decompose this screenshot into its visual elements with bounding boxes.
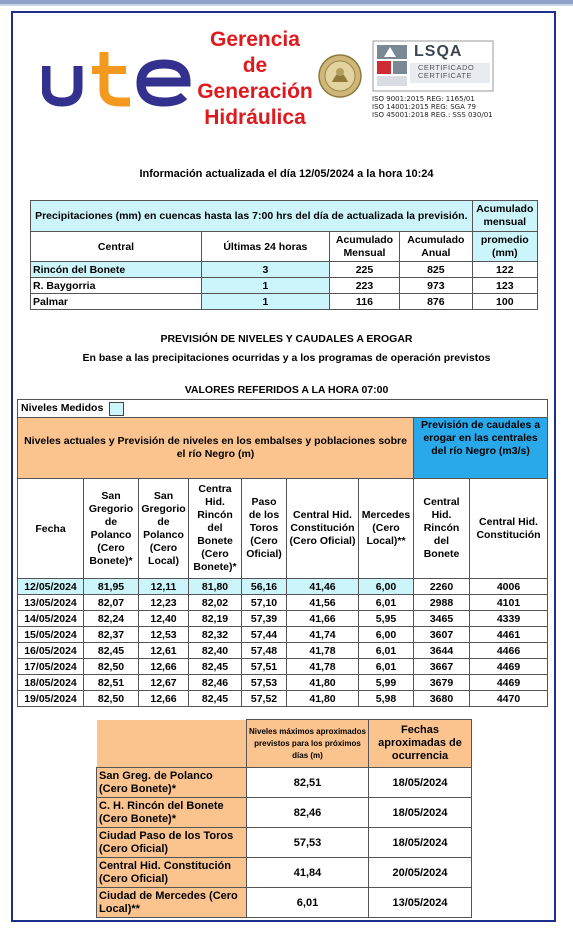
cell-sgp-local: 12,66 [139,691,189,707]
title-line-1: Gerencia [210,28,300,51]
max-location: Ciudad Paso de los Toros (Cero Oficial) [97,828,247,858]
col-sgp-bonete: San Gregorio de Polanco (Cero Bonete)* [84,479,139,579]
cell-constitucion-nivel: 41,78 [287,643,359,659]
levels-header: Niveles actuales y Previsión de niveles en los embalses y poblaciones sobre el río Negro (m) [18,418,414,479]
col-acc-mensual: Acumulado Mensual [329,232,399,262]
cell-sgp-bonete: 82,50 [84,691,139,707]
max-location: San Greg. de Polanco (Cero Bonete)* [97,768,247,798]
section-subtitle: En base a las precipitaciones ocurridas y a los programas de operación previstos [82,352,491,364]
cell-paso-toros: 57,10 [242,595,287,611]
cell-paso-toros: 57,51 [242,659,287,675]
precip-mensual: 116 [329,294,399,310]
cell-fecha: 12/05/2024 [18,579,84,595]
precip-promedio: 122 [472,262,537,278]
precip-mensual: 223 [329,278,399,294]
col-max-level: Niveles máximos aproximados previstos para los próximos días (m) [247,720,369,768]
cell-constitucion-nivel: 41,78 [287,659,359,675]
col-central: Central [31,232,202,262]
cell-constitucion-caudal: 4101 [470,595,548,611]
table-row [97,858,472,888]
col-sgp-local: San Gregorio de Polanco (Cero Local) [139,479,189,579]
update-info: Información actualizada el día 12/05/2024 a la hora 10:24 [139,168,434,180]
table-row [97,798,472,828]
cell-fecha: 18/05/2024 [18,675,84,691]
max-value: 82,46 [247,798,369,828]
cell-mercedes: 5,98 [359,691,414,707]
col-fecha: Fecha [18,479,84,579]
table-row [31,262,538,278]
table-row [18,579,548,595]
cell-sgp-local: 12,66 [139,659,189,675]
max-date: 13/05/2024 [369,888,472,918]
cell-sgp-bonete: 82,51 [84,675,139,691]
precip-anual: 973 [400,278,472,294]
cell-sgp-bonete: 82,50 [84,659,139,675]
table-row [97,768,472,798]
precip-24h: 1 [202,294,330,310]
iso-registrations [372,95,502,119]
measured-label: Niveles Medidos [21,402,104,415]
col-constitucion-nivel: Central Hid. Constitución (Cero Oficial) [287,479,359,579]
title-line-2: de [242,54,268,77]
table-row [97,888,472,918]
cell-rincon-caudal: 3679 [414,675,470,691]
precip-anual: 876 [400,294,472,310]
cell-fecha: 14/05/2024 [18,611,84,627]
cell-paso-toros: 57,44 [242,627,287,643]
iso-line-3: ISO 45001:2018 REG.: SSS 030/01 [372,111,493,119]
cell-sgp-bonete: 82,45 [84,643,139,659]
cert-line-2: CERTIFICATE [418,71,472,80]
cell-fecha: 16/05/2024 [18,643,84,659]
cell-sgp-local: 12,61 [139,643,189,659]
iso-line-1: ISO 9001:2015 REG: 1165/01 [372,95,475,103]
table-row [18,627,548,643]
lsqa-name: LSQA [414,43,463,60]
cell-constitucion-caudal: 4006 [470,579,548,595]
cell-mercedes: 5,95 [359,611,414,627]
max-blank-corner [97,720,247,768]
cell-constitucion-caudal: 4461 [470,627,548,643]
cell-paso-toros: 57,53 [242,675,287,691]
col-rincon-nivel: Centra Hid. Rincón del Bonete (Cero Bonete)* [189,479,242,579]
cell-constitucion-caudal: 4339 [470,611,548,627]
max-date: 18/05/2024 [369,798,472,828]
measured-legend [18,400,548,418]
precip-mensual: 225 [329,262,399,278]
cell-rincon-caudal: 3667 [414,659,470,675]
max-date: 20/05/2024 [369,858,472,888]
table-row [31,294,538,310]
cell-sgp-local: 12,11 [139,579,189,595]
max-location: Ciudad de Mercedes (Cero Local)** [97,888,247,918]
cell-constitucion-nivel: 41,46 [287,579,359,595]
cell-sgp-bonete: 82,37 [84,627,139,643]
precipitation-table [30,200,538,310]
cell-rincon-caudal: 3465 [414,611,470,627]
cell-rincon-caudal: 2988 [414,595,470,611]
cell-sgp-bonete: 81,95 [84,579,139,595]
max-body [97,768,472,918]
cell-rincon-caudal: 3644 [414,643,470,659]
col-24h: Últimas 24 horas [202,232,330,262]
precip-promedio: 123 [472,278,537,294]
table-row [18,659,548,675]
cell-fecha: 15/05/2024 [18,627,84,643]
cell-rincon-nivel: 81,80 [189,579,242,595]
title-line-4: Hidráulica [204,106,306,129]
lsqa-certificate [372,40,494,97]
measured-swatch [109,402,124,416]
table-row [18,595,548,611]
col-max-date: Fechas aproximadas de ocurrencia [369,720,472,768]
cell-fecha: 19/05/2024 [18,691,84,707]
precip-central: Rincón del Bonete [31,262,202,278]
precip-central: R. Baygorria [31,278,202,294]
table-row [18,611,548,627]
precip-24h: 1 [202,278,330,294]
cell-rincon-nivel: 82,46 [189,675,242,691]
cell-mercedes: 6,01 [359,643,414,659]
cell-mercedes: 6,01 [359,659,414,675]
col-mercedes: Mercedes (Cero Local)** [359,479,414,579]
max-value: 82,51 [247,768,369,798]
cert-line-1: CERTIFICADO [418,63,475,72]
cell-paso-toros: 57,39 [242,611,287,627]
max-location: Central Hid. Constitución (Cero Oficial) [97,858,247,888]
ute-logo [42,50,192,114]
cell-paso-toros: 57,48 [242,643,287,659]
max-date: 18/05/2024 [369,768,472,798]
col-acc-anual: Acumulado Anual [400,232,472,262]
table-row [18,675,548,691]
precip-central: Palmar [31,294,202,310]
cell-constitucion-nivel: 41,74 [287,627,359,643]
cell-rincon-nivel: 82,32 [189,627,242,643]
cell-sgp-local: 12,67 [139,675,189,691]
precip-24h: 3 [202,262,330,278]
cell-constitucion-nivel: 41,80 [287,691,359,707]
cell-constitucion-caudal: 4466 [470,643,548,659]
cell-mercedes: 5,99 [359,675,414,691]
levels-table [17,399,548,707]
precip-promedio: 100 [472,294,537,310]
ute-logo-graphic [42,50,192,110]
cell-constitucion-nivel: 41,66 [287,611,359,627]
col-rincon-caudal: Central Hid. Rincón del Bonete [414,479,470,579]
cell-rincon-nivel: 82,45 [189,691,242,707]
flows-header: Previsión de caudales a erogar en las centrales del río Negro (m3/s) [414,418,548,479]
cell-constitucion-caudal: 4469 [470,675,548,691]
precip-anual: 825 [400,262,472,278]
seal-emblem-icon [318,54,362,98]
cell-mercedes: 6,00 [359,627,414,643]
cell-sgp-bonete: 82,07 [84,595,139,611]
max-value: 6,01 [247,888,369,918]
cell-sgp-bonete: 82,24 [84,611,139,627]
col-constitucion-caudal: Central Hid. Constitución [470,479,548,579]
cell-fecha: 17/05/2024 [18,659,84,675]
cell-rincon-caudal: 2260 [414,579,470,595]
cell-rincon-nivel: 82,19 [189,611,242,627]
table-row [31,278,538,294]
col-promedio: promedio (mm) [472,232,537,262]
max-value: 57,53 [247,828,369,858]
levels-body [18,579,548,707]
table-row [18,691,548,707]
cell-rincon-caudal: 3680 [414,691,470,707]
col-paso-toros: Paso de los Toros (Cero Oficial) [242,479,287,579]
cell-rincon-caudal: 3607 [414,627,470,643]
section-title: PREVISIÓN DE NIVELES Y CAUDALES A EROGAR [160,333,413,345]
cell-paso-toros: 56,16 [242,579,287,595]
cell-sgp-local: 12,53 [139,627,189,643]
acc-mensual-header: Acumulado mensual [472,201,537,232]
cell-rincon-nivel: 82,02 [189,595,242,611]
department-title [193,27,317,131]
cell-constitucion-caudal: 4470 [470,691,548,707]
cell-rincon-nivel: 82,40 [189,643,242,659]
max-levels-table [96,719,472,918]
cell-constitucion-nivel: 41,80 [287,675,359,691]
table-row [97,828,472,858]
cell-constitucion-nivel: 41,56 [287,595,359,611]
max-value: 41,84 [247,858,369,888]
cell-sgp-local: 12,40 [139,611,189,627]
cell-rincon-nivel: 82,45 [189,659,242,675]
cell-paso-toros: 57,52 [242,691,287,707]
table-row [18,643,548,659]
max-date: 18/05/2024 [369,828,472,858]
max-location: C. H. Rincón del Bonete (Cero Bonete)* [97,798,247,828]
cell-mercedes: 6,00 [359,579,414,595]
cell-constitucion-caudal: 4469 [470,659,548,675]
cell-mercedes: 6,01 [359,595,414,611]
precip-header: Precipitaciones (mm) en cuencas hasta las 7:00 hrs del día de actualizada la previsión. [31,201,473,232]
cell-sgp-local: 12,23 [139,595,189,611]
reference-hour: VALORES REFERIDOS A LA HORA 07:00 [184,384,389,396]
title-line-3: Generación [197,80,313,103]
cell-fecha: 13/05/2024 [18,595,84,611]
window-top-bar-shade [0,4,573,6]
iso-line-2: ISO 14001:2015 REG: SGA 79 [372,103,476,111]
